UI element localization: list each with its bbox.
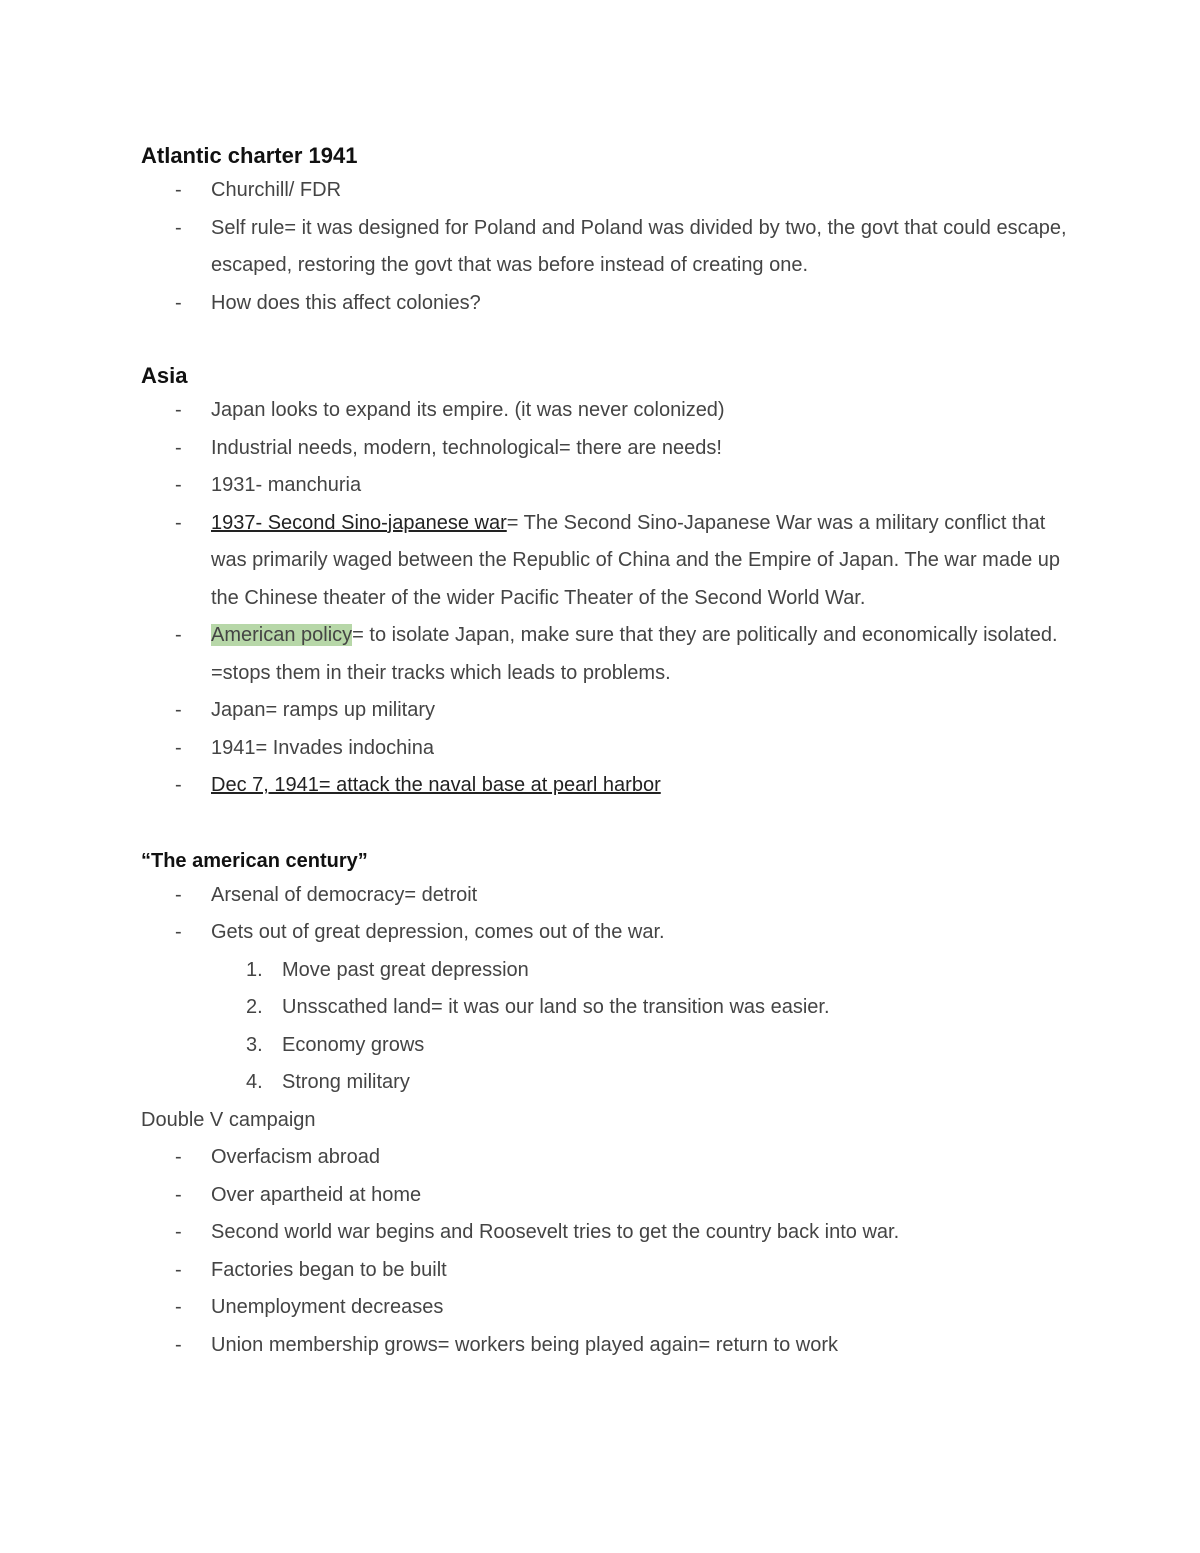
double-v-list bbox=[141, 1139, 1071, 1364]
list-item: - Self rule= it was designed for Poland and Poland was divided by two, the govt that could escape, escaped, restoring the govt that was before instead of creating one. bbox=[141, 210, 1071, 285]
list-item: - Gets out of great depression, comes out of the war. bbox=[141, 914, 1071, 952]
list-item: - How does this affect colonies? bbox=[141, 285, 1071, 323]
asia-list bbox=[141, 392, 1071, 805]
heading-atlantic-charter: Atlantic charter 1941 bbox=[141, 143, 358, 168]
underlined-text: 1937- Second Sino-japanese war bbox=[211, 511, 507, 534]
list-item: - Factories began to be built bbox=[141, 1252, 1071, 1290]
list-item: - Over apartheid at home bbox=[141, 1177, 1071, 1215]
underlined-text: Dec 7, 1941= attack the naval base at pearl harbor bbox=[211, 774, 661, 796]
list-item: - Japan looks to expand its empire. (it was never colonized) bbox=[141, 392, 1071, 430]
item-number: 2. bbox=[246, 996, 263, 1018]
item-text: Economy grows bbox=[282, 1033, 425, 1056]
list-item: - Arsenal of democracy= detroit bbox=[141, 877, 1071, 915]
numbered-item bbox=[141, 989, 1071, 1027]
list-item: - Industrial needs, modern, technological= there are needs! bbox=[141, 430, 1071, 468]
heading-american-century: “The american century” bbox=[141, 849, 368, 872]
spacer bbox=[141, 322, 1071, 360]
heading-double-v: Double V campaign bbox=[141, 1108, 316, 1131]
list-item: - Overfacism abroad bbox=[141, 1139, 1071, 1177]
item-text: Strong military bbox=[282, 1071, 410, 1093]
list-item: - 1931- manchuria bbox=[141, 467, 1071, 505]
numbered-item bbox=[141, 952, 1071, 990]
spacer bbox=[141, 805, 1071, 845]
list-item bbox=[141, 617, 1071, 692]
numbered-item bbox=[141, 1027, 1071, 1065]
list-item: - Unemployment decreases bbox=[141, 1289, 1071, 1327]
list-item bbox=[141, 767, 1071, 805]
item-number: 4. bbox=[246, 1071, 263, 1093]
document-page bbox=[141, 140, 1071, 1364]
sino-war-description: = The Second Sino-Japanese War was a military conflict that was primarily waged between the Republic of China and the Empire of Japan. The war made up the Chinese theater of the wider Pacific Theater of the Second World War. bbox=[211, 511, 1060, 609]
heading-asia: Asia bbox=[141, 363, 188, 388]
item-number: 1. bbox=[246, 958, 263, 981]
list-item: - 1941= Invades indochina bbox=[141, 730, 1071, 768]
atlantic-list bbox=[141, 172, 1071, 322]
list-item: - Japan= ramps up military bbox=[141, 692, 1071, 730]
policy-description: = to isolate Japan, make sure that they are politically and economically isolated. =stops them in their tracks which leads to problems. bbox=[211, 624, 1058, 684]
century-numbered-list bbox=[141, 952, 1071, 1102]
highlighted-text: American policy bbox=[211, 624, 353, 646]
item-text: Move past great depression bbox=[282, 958, 529, 981]
list-item: - Second world war begins and Roosevelt tries to get the country back into war. bbox=[141, 1214, 1071, 1252]
numbered-item bbox=[141, 1064, 1071, 1102]
item-number: 3. bbox=[246, 1033, 263, 1056]
list-item bbox=[141, 505, 1071, 618]
century-list bbox=[141, 877, 1071, 952]
list-item: - Union membership grows= workers being played again= return to work bbox=[141, 1327, 1071, 1365]
item-text: Unsscathed land= it was our land so the transition was easier. bbox=[282, 996, 830, 1018]
list-item: - Churchill/ FDR bbox=[141, 172, 1071, 210]
